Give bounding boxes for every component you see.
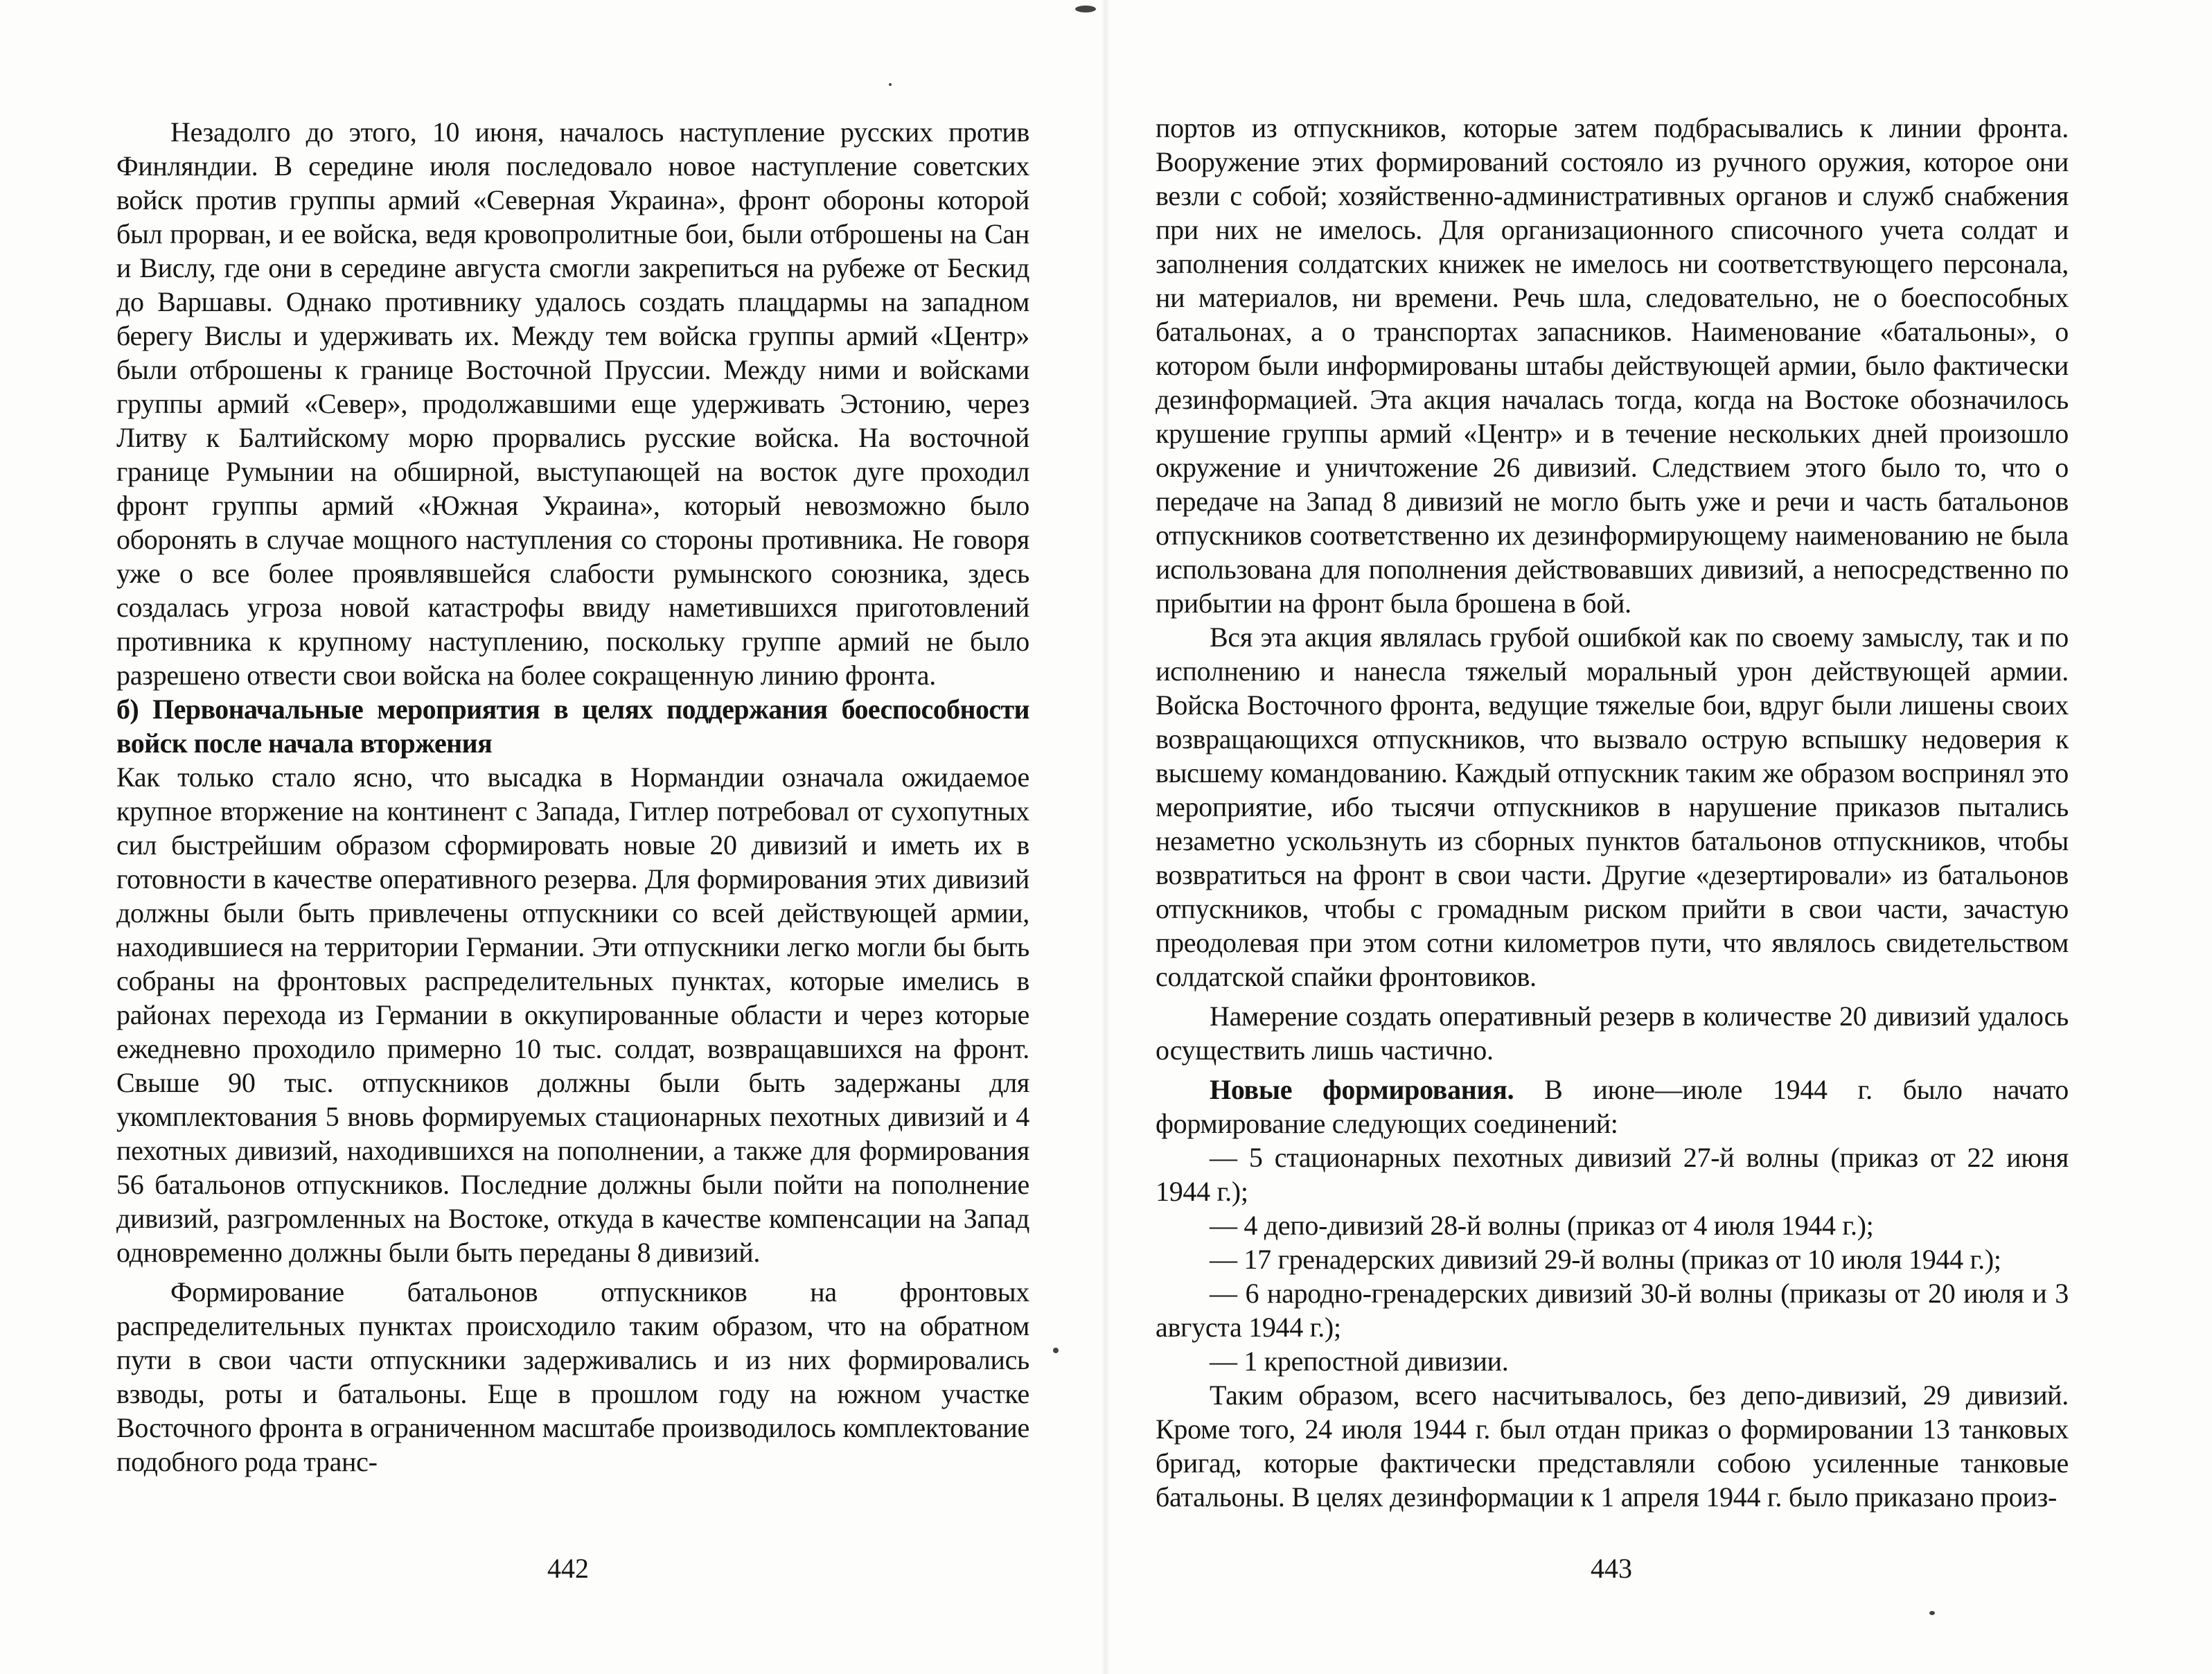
list-item: — 4 депо-дивизий 28-й волны (приказ от 4 июля 1944 г.); xyxy=(1210,1210,1874,1241)
paragraph: Намерение создать оперативный резерв в количестве 20 дивизий удалось осуществить лишь частично. xyxy=(1156,1001,2069,1066)
page-number: 442 xyxy=(547,1553,589,1584)
list-item: — 5 стационарных пехотных дивизий 27-й волны (приказ от 22 июня 1944 г.); xyxy=(1156,1142,2069,1207)
list-item: — 6 народно-гренадерских дивизий 30-й волны (приказы от 20 июля и 3 августа 1944 г.); xyxy=(1156,1278,2069,1343)
paragraph: Незадолго до этого, 10 июня, началось наступление русских против Финляндии. В середине июля последовало новое наступление советских войск против группы армий «Северная Украина», фронт обороны которой был прорван, и ее войска, ведя кровопролитные бои, были отброшены на Сан и Вислу, где они в середине августа смогли закрепиться на рубеже от Бескид до Варшавы. Однако противнику удалось создать плацдармы на западном берегу Вислы и удерживать их. Между тем войска группы армий «Центр» были отброшены к границе Восточной Пруссии. Между ними и войсками группы армий «Север», продолжавшими еще удерживать Эстонию, через Литву к Балтийскому морю прорвались русские войска. На восточной границе Румынии на обширной, выступающей на восток дуге проходил фронт группы армий «Южная Украина», который невозможно было оборонять в случае мощного наступления со стороны противника. Не говоря уже о все более проявлявшейся слабости румынского союзника, здесь создалась угроза новой катастрофы ввиду наметившихся приготовлений противника к крупному наступлению, поскольку группе армий не было разрешено отвести свои войска на более сокращенную линию фронта. xyxy=(116,116,1029,691)
paragraph: Таким образом, всего насчитывалось, без депо-дивизий, 29 дивизий. Кроме того, 24 июля 1944 г. был отдан приказ о формировании 13 танковых бригад, которые фактически представляли собою усиленные танковые батальоны. В целях дезинформации к 1 апреля 1944 г. было приказано произ- xyxy=(1156,1380,2069,1513)
paragraph: Как только стало ясно, что высадка в Нормандии означала ожидаемое крупное вторжение на континент с Запада, Гитлер потребовал от сухопутных сил быстрейшим образом сформировать новые 20 дивизий и иметь их в готовности в качестве оперативного резерва. Для формирования этих дивизий должны были быть привлечены отпускники со всей действующей армии, находившиеся на территории Германии. Эти отпускники легко могли бы быть собраны на фронтовых распределительных пунктах, которые имелись в районах перехода из Германии в оккупированные области и через которые ежедневно проходило примерно 10 тыс. солдат, возвращавшихся на фронт. Свыше 90 тыс. отпускников должны были быть задержаны для укомплектования 5 вновь формируемых стационарных пехотных дивизий и 4 пехотных дивизий, находившихся на пополнении, а также для формирования 56 батальонов отпускников. Последние должны были пойти на пополнение дивизий, разгромленных на Востоке, откуда в качестве компенсации на Запад одновременно должны были быть переданы 8 дивизий. xyxy=(116,761,1029,1268)
run-in-heading: Новые формирования. xyxy=(1210,1074,1514,1105)
section-heading: б) Первоначальные мероприятия в целях поддержания боеспособности войск после начала вторжения xyxy=(116,694,1029,759)
left-page-body xyxy=(116,115,1029,1479)
paragraph: портов из отпускников, которые затем подбрасывались к линии фронта. Вооружение этих формирований состояло из ручного оружия, которое они везли с собой; хозяйственно-административных органов и служб снабжения при них не имелось. Для организационного списочного учета солдат и заполнения солдатских книжек не имелось ни соответствующего персонала, ни материалов, ни времени. Речь шла, следовательно, не о боеспособных батальонах, а о транспортах запасников. Наименование «батальоны», о котором были информированы штабы действующей армии, было фактически дезинформацией. Эта акция началась тогда, когда на Востоке обозначилось крушение группы армий «Центр» и в течение нескольких дней произошло окружение и уничтожение 26 дивизий. Следствием этого было то, что о передаче на Запад 8 дивизий не могло быть уже и речи и часть батальонов отпускников соответственно их дезинформирующему наименованию не была использована для пополнения действовавших дивизий, а непосредственно по прибытии на фронт была брошена в бой. xyxy=(1156,112,2069,619)
right-page-body xyxy=(1156,111,2069,1514)
list-item: — 1 крепостной дивизии. xyxy=(1210,1346,1509,1377)
page-number: 443 xyxy=(1591,1553,1632,1584)
run-in-text: В июне—июле 1944 г. было начато формирование следующих соединений: xyxy=(1156,1074,2069,1139)
paragraph: Вся эта акция являлась грубой ошибкой как по своему замыслу, так и по исполнению и нанесла тяжелый моральный урон действующей армии. Войска Восточного фронта, ведущие тяжелые бои, вдруг были лишены своих возвращающихся отпускников, что вызвало острую вспышку недоверия к высшему командованию. Каждый отпускник таким же образом воспринял это мероприятие, ибо тысячи отпускников в нарушение приказов пытались незаметно ускользнуть из сборных пунктов батальонов отпускников, чтобы возвратиться на фронт в свои части. Другие «дезертировали» из батальонов отпускников, чтобы с громадным риском прийти в свои части, зачастую преодолевая при этом сотни километров пути, что являлось свидетельством солдатской спайки фронтовиков. xyxy=(1156,622,2069,992)
list-item: — 17 гренадерских дивизий 29-й волны (приказ от 10 июля 1944 г.); xyxy=(1210,1244,2001,1275)
paragraph-new-formations xyxy=(1156,1073,2069,1140)
right-page xyxy=(1106,0,2212,1674)
paragraph: Формирование батальонов отпускников на фронтовых распределительных пунктах происходило таким образом, что на обратном пути в свои части отпускники задерживались и из них формировались взводы, роты и батальоны. Еще в прошлом году на южном участке Восточного фронта в ограниченном масштабе производилось комплектование подобного рода транс- xyxy=(116,1276,1029,1477)
